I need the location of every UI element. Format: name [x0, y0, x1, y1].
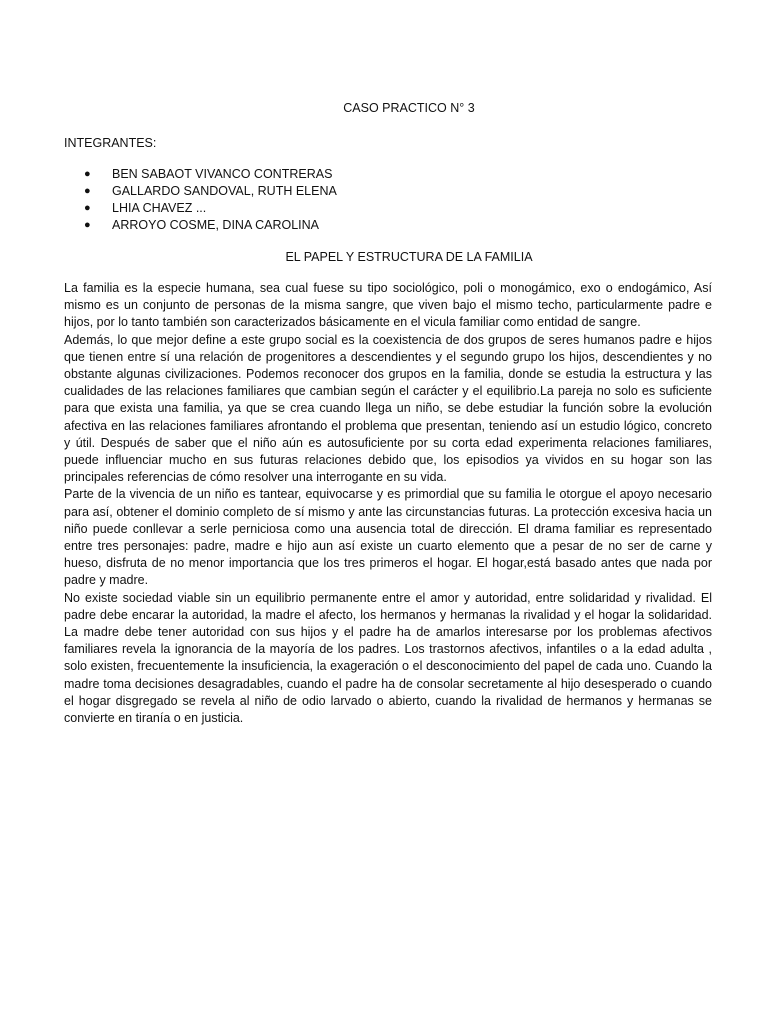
- bullet-icon: ●: [84, 185, 91, 197]
- paragraph: Parte de la vivencia de un niño es tantear, equivocarse y es primordial que su familia le otorgue el apoyo necesario para así, obtener el dominio completo de sí mismo y ante las circunstancias futuras. La protección excesiva hacia un niño puede conllevar a serle perniciosa como una ausencia total de dirección. El drama familiar es representado entre tres personajes: padre, madre e hijo aun así existe un cuarto elemento que a pesar de no ser de carne y hueso, disfruta de no menor importancia que los tres primeros el hogar. El hogar,está basado antes que nada por padre y madre.: [64, 487, 712, 588]
- list-item: [84, 183, 337, 200]
- section-heading: EL PAPEL Y ESTRUCTURA DE LA FAMILIA: [285, 250, 533, 264]
- bullet-icon: ●: [84, 219, 91, 231]
- paragraph: La familia es la especie humana, sea cual fuese su tipo sociológico, poli o monogámico, exo o endogámico, Así mismo es un conjunto de personas de la misma sangre, que viven bajo el mismo techo, particularmente padre e hijos, por lo tanto también son caracterizados básicamente en el vicula familiar como entidad de sangre.: [64, 281, 712, 330]
- list-item: [84, 217, 337, 234]
- document-title: CASO PRACTICO N° 3: [343, 101, 475, 115]
- body-text: [64, 280, 712, 727]
- bullet-icon: ●: [84, 168, 91, 180]
- list-item: [84, 166, 337, 183]
- members-list: [84, 166, 337, 234]
- member-name: BEN SABAOT VIVANCO CONTRERAS: [112, 167, 333, 181]
- paragraph: Además, lo que mejor define a este grupo social es la coexistencia de dos grupos de seres humanos padre e hijos que tienen entre sí una relación de progenitores a descendientes y el segundo grupo los hijos, descendientes y no obstante algunas civilizaciones. Podemos reconocer dos grupos en la familia, donde se estudia la estructura y las cualidades de las relaciones familiares que cambian según el carácter y el equilibrio.La pareja no solo es suficiente para que exista una familia, ya que se crea cuando llega un niño, se debe estudiar la función sobre la evolución afectiva en las relaciones familiares afrontando el problema que presentan, teniendo así un estudio lógico, concreto y útil. Después de saber que el niño aún es autosuficiente por su corta edad experimenta relaciones familiares, puede influenciar mucho en sus futuras relaciones debido que, los episodios ya vividos en su hogar son las principales referencias de cómo resolver una interrogante en su vida.: [64, 332, 712, 485]
- member-name: GALLARDO SANDOVAL, RUTH ELENA: [112, 184, 337, 198]
- list-item: [84, 200, 337, 217]
- member-name: ARROYO COSME, DINA CAROLINA: [112, 218, 319, 232]
- members-label: INTEGRANTES:: [64, 136, 157, 150]
- bullet-icon: ●: [84, 202, 91, 214]
- member-name: LHIA CHAVEZ ...: [112, 201, 207, 215]
- paragraph: No existe sociedad viable sin un equilibrio permanente entre el amor y autoridad, entre solidaridad y rivalidad. El padre debe encarar la autoridad, la madre el afecto, los hermanos y hermanas la rivalidad y el hogar la solidaridad. La madre debe tener autoridad con sus hijos y el padre ha de amarlos interesarse por los problemas afectivos familiares revela la ignorancia de la mayoría de los padres. Los trastornos afectivos, infantiles o a la edad adulta , solo existen, frecuentemente la insuficiencia, la exageración o el desconocimiento del papel de cada uno. Cuando la madre toma decisiones desagradables, cuando el padre ha de consolar secretamente al hijo desesperado o cuando el hogar disgregado se revela al niño de odio larvado o abierto, cuando la rivalidad de hermanos y hermanas se convierte en tiranía o en justicia.: [64, 590, 712, 726]
